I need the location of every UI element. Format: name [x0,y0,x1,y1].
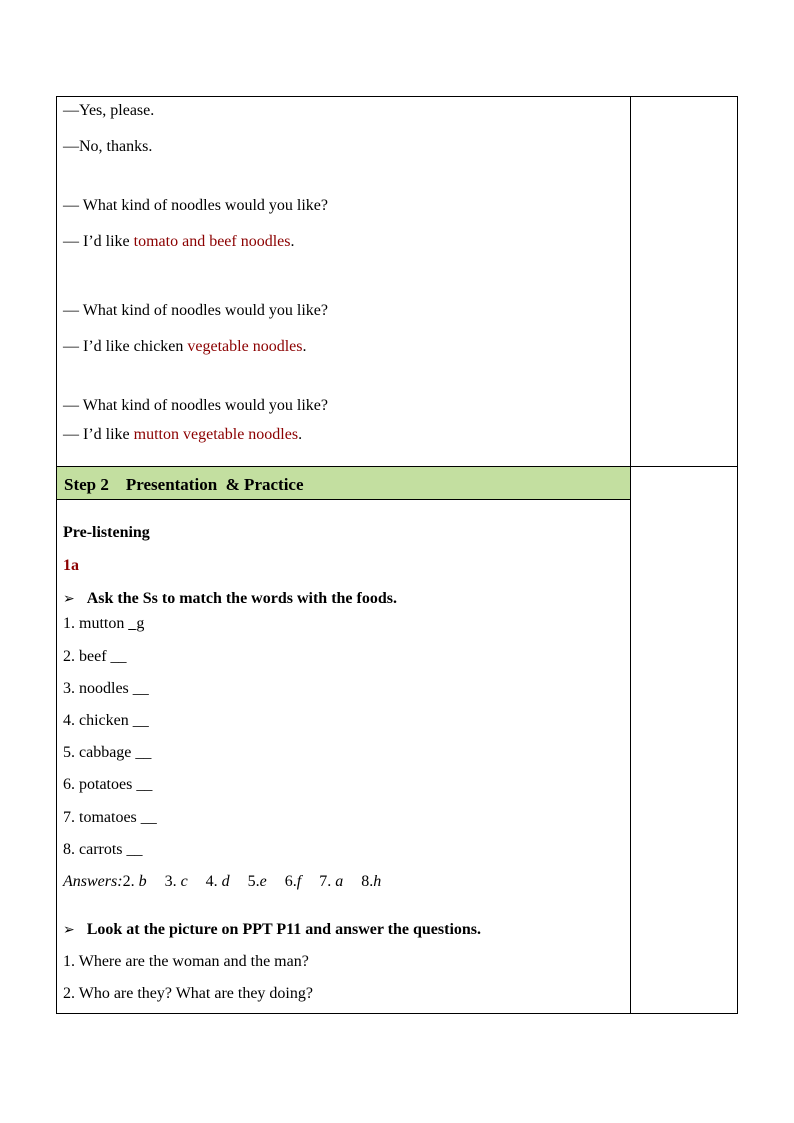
question-item: 1. Where are the woman and the man? [63,953,309,970]
dialogue-line [63,137,152,157]
line-text: What kind of noodles would you like? [82,197,329,214]
answer-num: 3. [164,873,181,890]
step-header [57,467,630,500]
match-item [63,711,149,731]
answer-num: 4. [205,873,222,890]
dash: — [63,302,83,319]
answer-value: b [138,873,147,890]
dialogue-line [63,101,154,121]
task-instruction [63,920,481,940]
answer-num: 2. [122,873,139,890]
highlight-text: mutton vegetable noodles [133,426,299,443]
match-item [63,679,149,699]
instruction-text: Look at the picture on PPT P11 and answer the questions. [86,921,482,938]
match-item [63,840,143,860]
dash: — [63,197,83,214]
answer-num: 5. [247,873,260,890]
match-text: 3. noodles __ [63,680,149,697]
dialogue-question [63,396,328,416]
highlight-text: tomato and beef noodles [133,233,291,250]
dash: — [63,138,79,155]
answer-value: h [373,873,382,890]
dialogue-answer [63,232,295,252]
match-blank: _g [128,615,145,632]
match-text: 1. mutton [63,615,129,632]
answer-num: 8. [361,873,374,890]
answer-value: d [221,873,230,890]
match-item [63,647,127,667]
dialogue-question [63,301,328,321]
answer-value: f [296,873,302,890]
answer-num: 6. [284,873,297,890]
step-title: Step 2 Presentation & Practice [64,475,304,494]
match-text: 2. beef __ [63,648,127,665]
line-text: No, thanks. [79,138,153,155]
punct: . [302,338,307,355]
task-instruction [63,589,397,609]
line-text: What kind of noodles would you like? [82,302,329,319]
match-item [63,775,152,795]
column-divider [630,97,631,1013]
question-item: 2. Who are they? What are they doing? [63,985,313,1002]
match-item [63,743,151,763]
line-text: Yes, please. [79,102,155,119]
dash: — [63,102,79,119]
match-text: 7. tomatoes __ [63,809,157,826]
match-text: 8. carrots __ [63,841,143,858]
instruction-text: Ask the Ss to match the words with the foods. [86,590,397,607]
answers-line [63,872,381,892]
line-text: I’d like chicken [83,338,188,355]
line-text: I’d like [83,233,134,250]
answer-value: e [259,873,267,890]
match-text: 5. cabbage __ [63,744,152,761]
arrow-bullet-icon: ➢ [63,591,75,607]
section-heading: Pre-listening [63,524,150,541]
dash: — [63,426,83,443]
match-item [63,808,157,828]
line-text: I’d like [83,426,134,443]
dash: — [63,233,83,250]
arrow-bullet-icon: ➢ [63,922,75,938]
dialogue-answer [63,425,302,445]
answer-value: c [180,873,188,890]
dash: — [63,397,83,414]
punct: . [298,426,303,443]
answer-num: 7. [319,873,336,890]
match-item [63,614,144,634]
lesson-table [56,96,738,1014]
answer-value: a [335,873,344,890]
answers-label: Answers: [63,873,123,890]
dialogue-answer [63,337,306,357]
dialogue-question [63,196,328,216]
punct: . [290,233,295,250]
dash: — [63,338,83,355]
match-text: 4. chicken __ [63,712,149,729]
activity-label: 1a [63,557,79,574]
line-text: What kind of noodles would you like? [82,397,329,414]
highlight-text: vegetable noodles [187,338,303,355]
match-text: 6. potatoes __ [63,776,153,793]
